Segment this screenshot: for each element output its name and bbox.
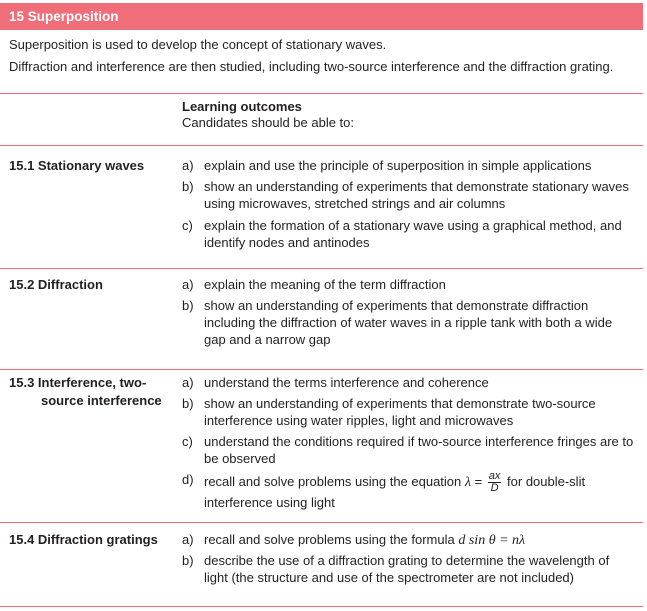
section-title: 15 Superposition [9,9,119,24]
item-text: show an understanding of experiments that demonstrate diffraction including the diffraction of water waves in a ripple tank with both a wide gap and a narrow gap [204,298,613,347]
section-15-1 [0,157,643,257]
item-letter: a) [182,375,194,390]
section-heading: 15.4 Diffraction gratings [9,532,158,547]
item-text: understand the conditions required if two-source interference fringes are to be observed [204,434,634,466]
divider [0,522,643,523]
equation-text-after: for double-slit interference using light [204,473,586,510]
section-heading: 15.2 Diffraction [9,277,103,292]
item-text [204,531,636,549]
item-letter: a) [182,277,194,292]
learning-outcomes-title: Learning outcomes [182,99,302,114]
divider [0,268,643,269]
formula-text-before: recall and solve problems using the formula [204,532,459,547]
item-letter: a) [182,532,194,547]
section-15-4 [0,531,643,591]
formula: d sin θ = nλ [458,533,526,548]
item-letter: d) [182,472,194,487]
divider [0,606,643,607]
item-text: describe the use of a diffraction grating to determine the wavelength of light (the structure and use of the spectrometer are not included) [204,553,610,585]
section-15-2 [0,276,643,356]
item-text: understand the terms interference and coherence [204,375,489,390]
section-heading: 15.1 Stationary waves [9,158,145,173]
item-letter: c) [182,434,193,449]
item-letter: b) [182,553,194,568]
item-text [204,471,636,511]
intro-line: Diffraction and interference are then studied, including two-source interference and the diffraction grating. [9,59,614,74]
item-letter: c) [182,218,193,233]
intro-text [9,36,641,80]
section-heading-line: source interference [41,393,162,408]
item-letter: b) [182,298,194,313]
item-text: show an understanding of experiments that demonstrate two-source interference using water ripples, light and microwaves [204,396,596,428]
divider [0,93,643,94]
item-letter: a) [182,158,194,173]
equation-lambda: λ [464,474,471,490]
item-letter: b) [182,179,194,194]
section-header-bar [0,3,643,30]
section-15-3 [0,374,643,514]
fraction-numerator: ax [488,470,501,482]
fraction-denominator: D [490,482,499,494]
section-heading-line: 15.3 Interference, two- [9,375,147,390]
equation-text-before: recall and solve problems using the equation [204,473,465,489]
equation-equals: = [470,473,486,489]
item-text: explain the meaning of the term diffraction [204,277,446,292]
item-text: show an understanding of experiments that demonstrate stationary waves using microwaves, stretched strings and air columns [204,179,629,211]
learning-outcomes-heading [182,99,354,131]
divider [0,145,643,146]
item-letter: b) [182,396,194,411]
section-heading [9,374,171,410]
learning-outcomes-subtitle: Candidates should be able to: [182,115,355,130]
divider [0,369,643,370]
intro-line: Superposition is used to develop the concept of stationary waves. [9,37,387,52]
item-text: explain the formation of a stationary wave using a graphical method, and identify nodes and antinodes [204,218,622,250]
equation-fraction [488,471,502,494]
item-text: explain and use the principle of superposition in simple applications [204,158,592,173]
